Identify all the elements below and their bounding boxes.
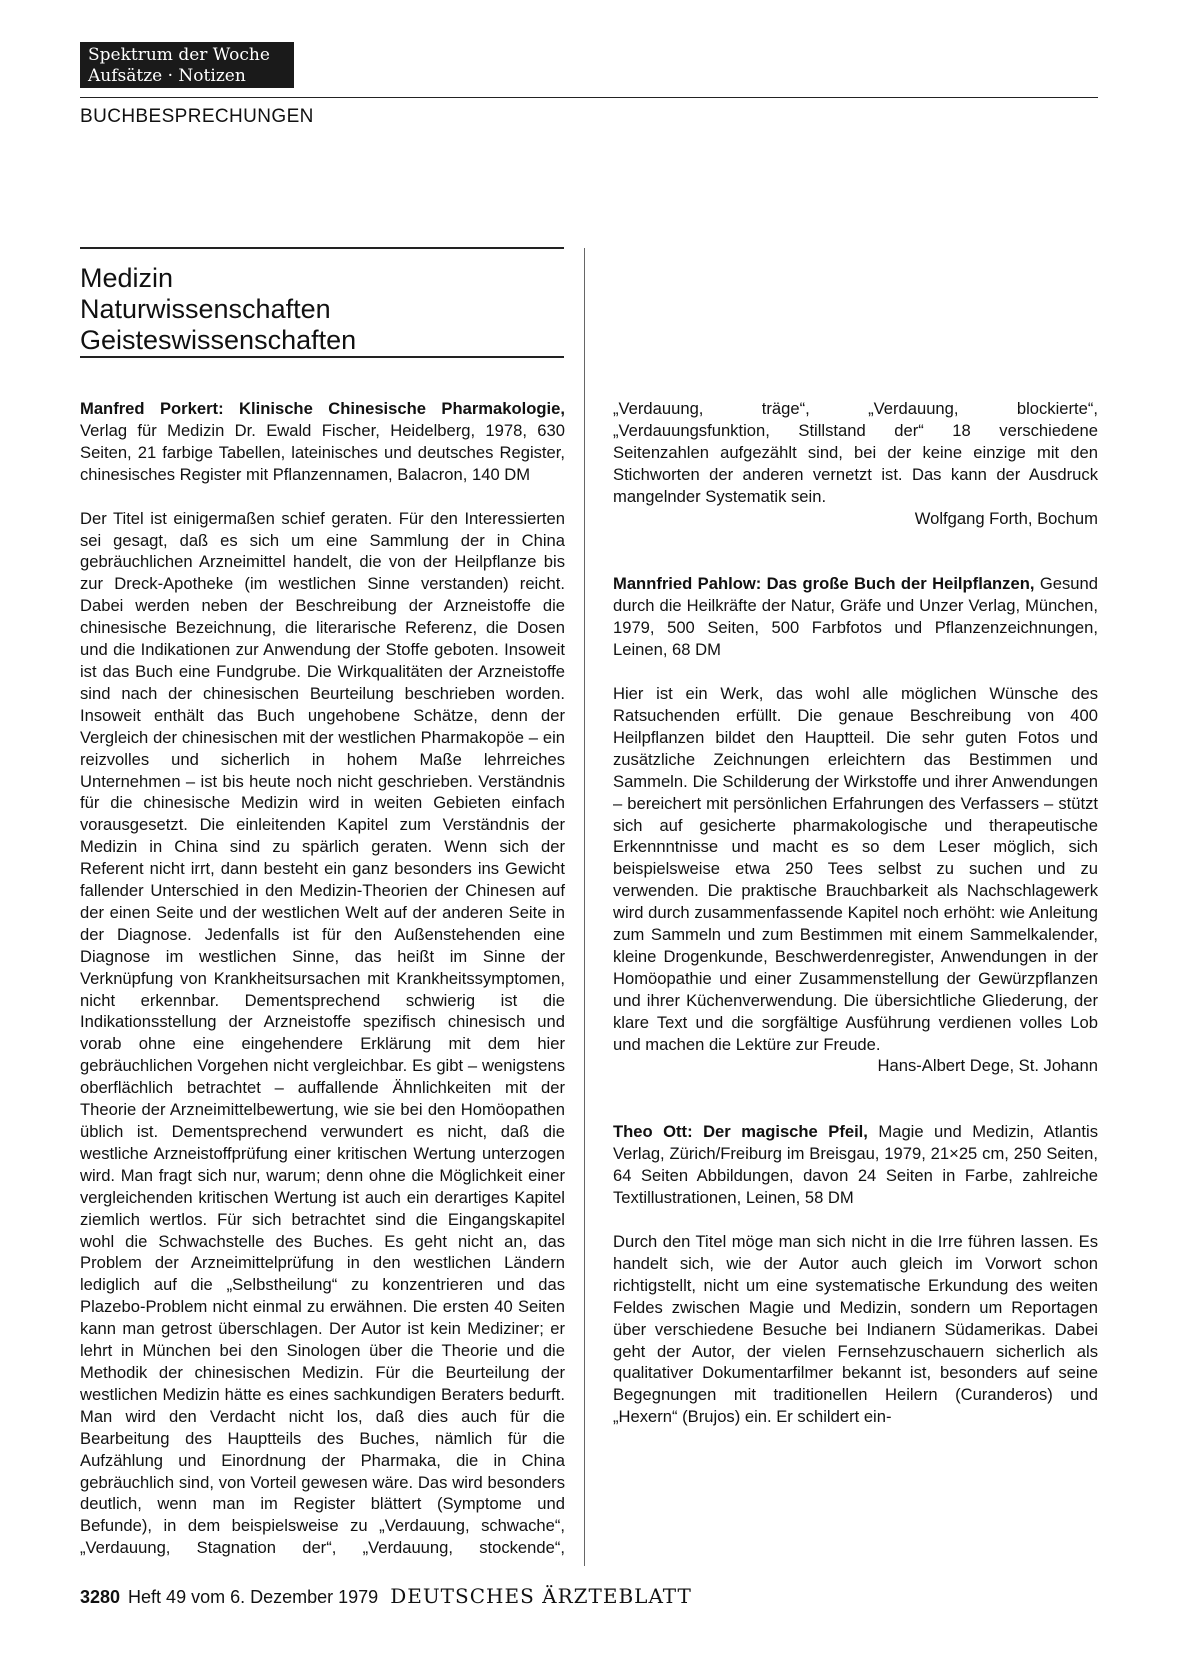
category-rule-bottom xyxy=(80,356,564,358)
category-heading xyxy=(80,263,356,356)
review1-body-text: Der Titel ist einigermaßen schief geraten. Für den Interessierten sei gesagt, daß es sich um eine Sammlung der in China gebräuchlichen Arzneimittel handelt, die von der Heilpflanze bis zur Dreck-Apotheke (im westlichen Sinne verstanden) reicht. Dabei werden neben der Beschreibung der Arzneistoffe die chinesische Bezeichnung, die literarische Referenz, die Dosen und die Indikationen zur Anwendung der Stoffe geboten. Insoweit ist das Buch eine Fundgrube. Die Wirkqualitäten der Arzneistoffe sind nach der chinesischen Beurteilung beschrieben worden. Insoweit enthält das Buch ungehobene Schätze, denn der Vergleich der chinesischen mit der westlichen Pharmakopöe – ein reizvolles und sicherlich in hohem Maße lehrreiches Unternehmen – ist bis heute noch nicht geschrieben. Verständnis für die chinesische Medizin wird in weiten Gebieten einfach vorausgesetzt. Die einleitenden Kapitel zum Verständnis der Medizin in China sind zu spärlich geraten. Wenn sich der Referent nicht irrt, dann besteht ein ganz besonders ins Gewicht fallender Unterschied in den Medizin-Theorien der Chinesen auf der einen Seite und der westlichen Welt auf der anderen Seite in der Diagnose. Jedenfalls ist für den Außenstehenden eine Diagnose im westlichen Sinne, das heißt im Sinne der Verknüpfung von Krankheitsursachen mit Krankheitssymptomen, nicht erkennbar. Dementsprechend schwierig ist die Indikationsstellung der Arzneistoffe spezifisch chinesisch und vorab ohne eine eingehendere Erklärung mit dem hier gebräuchlichen Vorgehen nicht vergleichbar. Es gibt – wenigstens oberflächlich betrachtet – auffallende Ähnlichkeiten mit der Theorie der Arzneimittelbewertung, wie sie bei den Homöopathen üblich ist. Dementsprechend verwundert es nicht, daß die westliche Arzneistoffprüfung einer kritischen Wertung unterzogen wird. Man fragt sich nur, warum; denn ohne die Möglichkeit einer vergleichenden kritischen Wertung ist auch ein derartiges Kapitel ziemlich wertlos. Für sich betrachtet sind die Eingangskapitel wohl die Schwachstelle des Buches. Es geht nicht an, das Problem der Arzneimittelprüfung in den westlichen Ländern lediglich auf die „Selbstheilung“ zu konzentrieren und das Plazebo-Problem nicht einmal zu erwähnen. Die ersten 40 Seiten kann man getrost überschlagen. Der Autor ist kein Mediziner; er lehrt in München bei den Sinologen über die Theorie und die Methodik der chinesischen Medizin. Für die Beurteilung der westlichen Medizin hätte es eines sachkundigen Beraters bedurft. Man wird den Verdacht nicht los, daß dies auch für die Bearbeitung des Hauptteils des Buches, nämlich für die Aufzählung und Einordnung der Pharmaka, die in China gebräuchlich sind, von Vorteil gewesen wäre. Das wird besonders deutlich, wenn man im Register blättert (Symptome und Befunde), in dem beispielsweise zu „Verdauung, schwache“, „Verdauung, Stagnation der“, „Verdauung, stockende“, „Verdauung, träge“, „Verdauung, blockierte“, „Verdauungsfunktion, Stillstand der“ 18 verschiedene Seitenzahlen aufgezählt sind, bei der keine einzige mit den Stichworten der anderen vernetzt ist. Das kann der Ausdruck mangelnder Systematik sein. xyxy=(80,399,1098,1558)
review3-header xyxy=(613,1121,1098,1209)
review2-body xyxy=(613,683,1098,1077)
issue-info: Heft 49 vom 6. Dezember 1979 xyxy=(128,1587,379,1607)
review3-body xyxy=(613,1231,1098,1428)
review3-author-title: Theo Ott: Der magische Pfeil, xyxy=(613,1122,868,1142)
article-flow xyxy=(80,398,1098,1566)
category-line-2: Naturwissenschaften xyxy=(80,294,331,324)
review3-citation: Magie und Medizin, Atlantis Verlag, Zürich/Freiburg im Breisgau, 1979, 21×25 cm, 250 Seiten, 64 Seiten Abbildungen, davon 24 Seiten in Farbe, zahlreiche Textillustrationen, Leinen, 58 DM xyxy=(613,1122,1098,1208)
category-line-1: Medizin xyxy=(80,263,174,293)
review2-reviewer: Hans-Albert Dege, St. Johann xyxy=(877,1056,1098,1076)
category-rule-top xyxy=(80,247,564,249)
section-badge xyxy=(80,42,294,88)
badge-line-2: Aufsätze · Notizen xyxy=(88,66,246,86)
section-label: BUCHBESPRECHUNGEN xyxy=(80,106,314,127)
review2-body-text: Hier ist ein Werk, das wohl alle möglichen Wünsche des Ratsuchenden erfüllt. Die genaue Beschreibung von 400 Heilpflanzen bildet den Hauptteil. Die sehr guten Fotos und zusätzliche Zeichnungen erleichtern das Bestimmen und Sammeln. Die Schilderung der Wirkstoffe und ihrer Anwendungen – bereichert mit persönlichen Erfahrungen des Verfassers – stützt sich auf gesicherte pharmakologische und therapeutische Erkennntnisse und macht es so dem Leser möglich, sich beispielsweise etwa 250 Tees selbst zu suchen und zu verwenden. Die praktische Brauchbarkeit als Nachschlagewerk wird durch zusammenfassende Kapitel noch erhöht: wie Anleitung zum Sammeln und zum Bestimmen mit einem Sammelkalender, kleine Drogenkunde, Beschwerdenregister, Anwendungen in der Homöopathie und einer Zusammenstellung der Gewürzpflanzen und ihrer Küchenverwendung. Die übersichtliche Gliederung, der klare Text und die sorgfältige Ausführung verdienen volles Lob und machen die Lektüre zur Freude. xyxy=(613,684,1098,1054)
review3-body-text: Durch den Titel möge man sich nicht in die Irre führen lassen. Es handelt sich, wie der Autor auch gleich im Vorwort schon richtigstellt, nicht um eine systematische Erkundung des weiten Feldes zwischen Magie und Medizin, sondern um Reportagen über verschiedene Besuche bei Indianern Südamerikas. Dabei geht der Autor, der vielen Fernsehzuschauern sicherlich als qualitativer Dokumentarfilmer bekannt ist, besonders auf seine Begegnungen mit traditionellen Heilern (Curanderos) und „Hexern“ (Brujos) ein. Er schildert ein- xyxy=(613,1232,1098,1427)
review1-citation: Verlag für Medizin Dr. Ewald Fischer, Heidelberg, 1978, 630 Seiten, 21 farbige Tabellen, lateinisches und deutsches Register, chinesisches Register mit Pflanzennamen, Balacron, 140 DM xyxy=(80,420,565,484)
badge-line-1: Spektrum der Woche xyxy=(88,45,270,65)
review2-author-title: Mannfried Pahlow: Das große Buch der Heilpflanzen, xyxy=(613,574,1035,594)
review1-reviewer: Wolfgang Forth, Bochum xyxy=(914,508,1098,528)
journal-name: DEUTSCHES ÄRZTEBLATT xyxy=(390,1584,692,1608)
page-footer xyxy=(80,1584,692,1608)
category-line-3: Geisteswissenschaften xyxy=(80,325,357,355)
header-rule xyxy=(80,97,1098,98)
review1-header xyxy=(80,398,565,486)
page-number: 3280 xyxy=(80,1587,121,1607)
review1-author-title: Manfred Porkert: Klinische Chinesische Pharmakologie, xyxy=(80,399,565,418)
review2-header xyxy=(613,573,1098,661)
review2-citation: Gesund durch die Heilkräfte der Natur, Gräfe und Unzer Verlag, München, 1979, 500 Seiten, 500 Farbfotos und Pflanzenzeichnungen, Leinen, 68 DM xyxy=(613,574,1098,660)
